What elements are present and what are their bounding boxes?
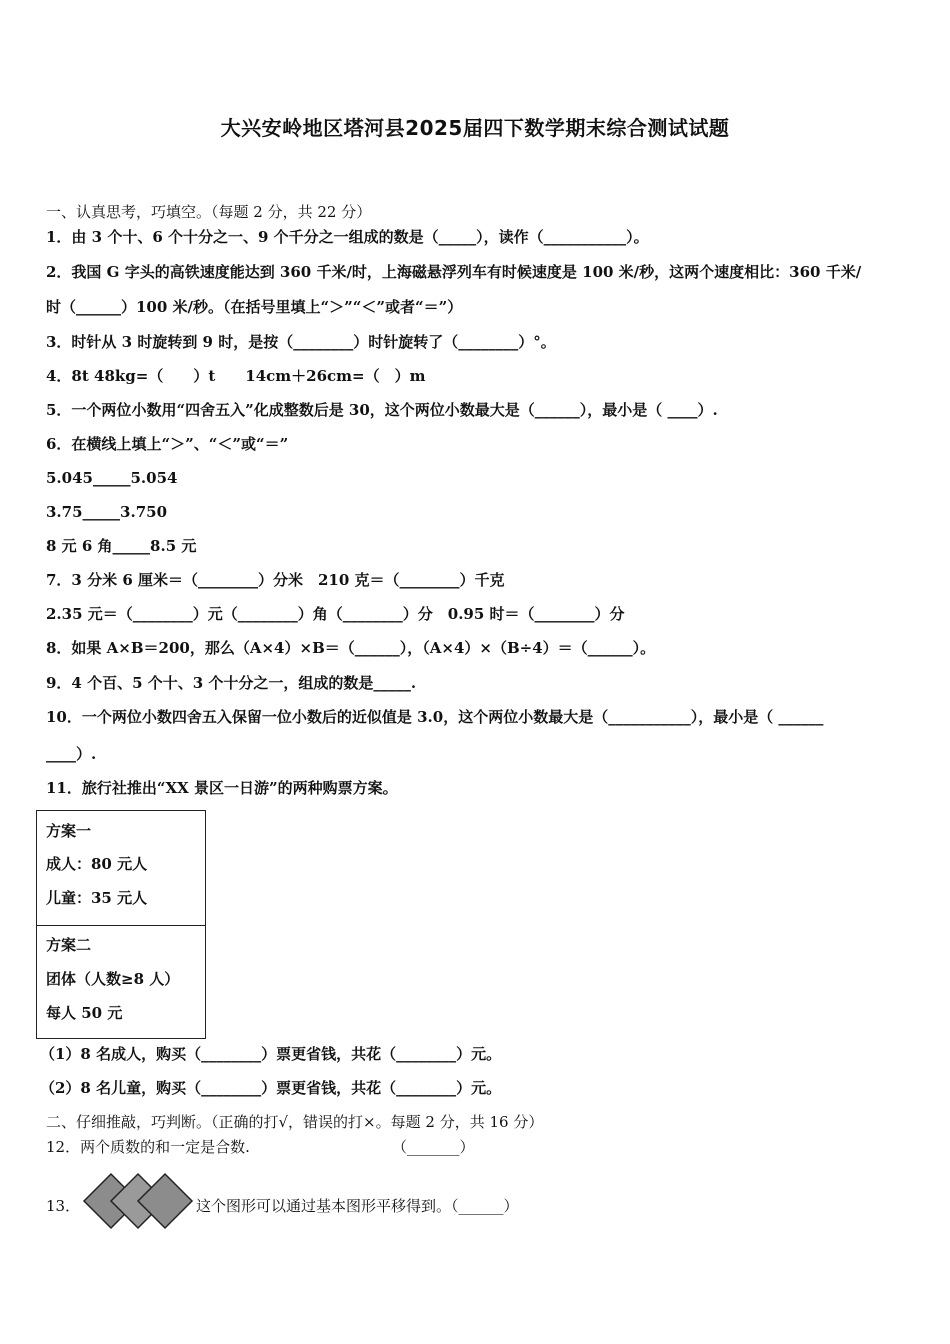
overlapping-diamonds-figure xyxy=(82,1172,194,1230)
plan-1-title: 方案一 xyxy=(46,822,92,840)
plan-2-title: 方案二 xyxy=(46,936,92,954)
question-13-text: 这个图形可以通过基本图形平移得到。（______） xyxy=(196,1197,519,1215)
question-11: 11．旅行社推出“XX 景区一日游”的两种购票方案。 xyxy=(46,779,398,797)
question-8: 8．如果 A×B＝200，那么（A×4）×B＝（______），（A×4）×（B÷4）＝（______）。 xyxy=(46,639,656,657)
plan-2-group-condition: 团体（人数≥8 人） xyxy=(46,970,180,988)
question-6: 6．在横线上填上“＞”、“＜”或“＝” xyxy=(46,435,289,453)
question-12-answer-blank: （_______） xyxy=(392,1138,475,1156)
question-13-number: 13． xyxy=(46,1197,81,1215)
section-2-header: 二、仔细推敲，巧判断。（正确的打√，错误的打×。每题 2 分，共 16 分） xyxy=(46,1113,544,1131)
plan-1-adult-price: 成人：80 元人 xyxy=(46,855,148,873)
question-10-line-1: 10．一个两位小数四舍五入保留一位小数后的近似值是 3.0，这个两位小数最大是（___________），最小是（ ______ xyxy=(46,708,824,726)
question-11-sub-1: （1）8 名成人，购买（________）票更省钱，共花（________）元。 xyxy=(40,1045,502,1063)
question-2-line-1: 2．我国 G 字头的高铁速度能达到 360 千米/时，上海磁悬浮列车有时候速度是 100 米/秒，这两个速度相比：360 千米/ xyxy=(46,263,862,281)
question-9: 9．4 个百、5 个十、3 个十分之一，组成的数是_____. xyxy=(46,674,417,692)
page-title: 大兴安岭地区塔河县2025届四下数学期末综合测试试题 xyxy=(220,116,730,140)
question-11-sub-2: （2）8 名儿童，购买（________）票更省钱，共花（________）元。 xyxy=(40,1079,502,1097)
question-4: 4．8t 48kg=（ ）t 14cm＋26cm=（ ）m xyxy=(46,367,426,385)
section-1-header: 一、认真思考，巧填空。（每题 2 分，共 22 分） xyxy=(46,203,372,221)
plan-divider xyxy=(37,925,205,926)
question-12: 12．两个质数的和一定是合数. xyxy=(46,1138,250,1156)
ticket-plans-table xyxy=(36,810,206,1039)
question-7-line-1: 7．3 分米 6 厘米＝（________）分米 210 克＝（________）千克 xyxy=(46,571,505,589)
question-6-item-a: 5.045_____5.054 xyxy=(46,469,178,487)
plan-1-child-price: 儿童：35 元人 xyxy=(46,889,148,907)
question-1: 1．由 3 个十、6 个十分之一、9 个千分之一组成的数是（_____），读作（___________）。 xyxy=(46,228,649,246)
plan-2-price: 每人 50 元 xyxy=(46,1004,123,1022)
question-6-item-c: 8 元 6 角_____8.5 元 xyxy=(46,537,197,555)
question-7-line-2: 2.35 元＝（________）元（________）角（________）分 0.95 时＝（________）分 xyxy=(46,605,625,623)
question-6-item-b: 3.75_____3.750 xyxy=(46,503,168,521)
question-5: 5．一个两位小数用“四舍五入”化成整数后是 30，这个两位小数最大是（______），最小是（ ____）. xyxy=(46,401,718,419)
question-2-line-2: 时（______）100 米/秒。（在括号里填上“＞”“＜”或者“＝”） xyxy=(46,298,463,316)
question-3: 3．时针从 3 时旋转到 9 时，是按（________）时针旋转了（________）°。 xyxy=(46,333,556,351)
question-10-line-2: ____）. xyxy=(46,745,97,763)
